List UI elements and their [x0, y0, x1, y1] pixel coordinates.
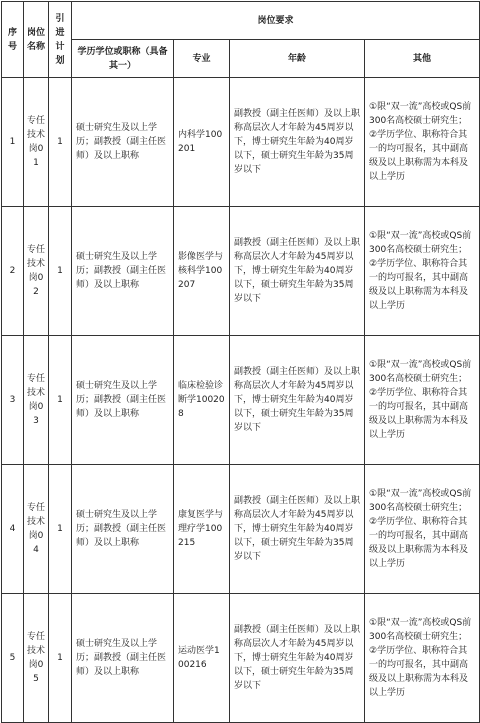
row-seq: 1: [2, 78, 24, 207]
table-row: [2, 336, 480, 465]
header-requirements: 岗位要求: [72, 2, 480, 40]
row-major: 康复医学与理疗学100215: [174, 465, 230, 594]
row-age: 副教授（副主任医师）及以上职称高层次人才年龄为45周岁以下，博士研究生年龄为40周岁以下，硕士研究生年龄为35周岁以下: [230, 78, 365, 207]
row-position: 专任技术岗01: [24, 78, 49, 207]
row-degree: 硕士研究生及以上学历；副教授（副主任医师）及以上职称: [72, 207, 174, 336]
row-other: ①限“双一流”高校或QS前300名高校硕士研究生；②学历学位、职称符合其一的均可报名，其中副高级及以上职称需为本科及以上学历: [365, 465, 480, 594]
row-plan: 1: [49, 465, 72, 594]
row-degree: 硕士研究生及以上学历；副教授（副主任医师）及以上职称: [72, 336, 174, 465]
row-other: ①限“双一流”高校或QS前300名高校硕士研究生；②学历学位、职称符合其一的均可报名，其中副高级及以上职称需为本科及以上学历: [365, 207, 480, 336]
row-seq: 2: [2, 207, 24, 336]
table-row: [2, 465, 480, 594]
row-age: 副教授（副主任医师）及以上职称高层次人才年龄为45周岁以下，博士研究生年龄为40周岁以下，硕士研究生年龄为35周岁以下: [230, 465, 365, 594]
row-seq: 5: [2, 594, 24, 723]
row-age: 副教授（副主任医师）及以上职称高层次人才年龄为45周岁以下，博士研究生年龄为40周岁以下，硕士研究生年龄为35周岁以下: [230, 594, 365, 723]
row-degree: 硕士研究生及以上学历；副教授（副主任医师）及以上职称: [72, 78, 174, 207]
table-row: [2, 594, 480, 723]
row-other: ①限“双一流”高校或QS前300名高校硕士研究生；②学历学位、职称符合其一的均可报名，其中副高级及以上职称需为本科及以上学历: [365, 594, 480, 723]
row-other: ①限“双一流”高校或QS前300名高校硕士研究生；②学历学位、职称符合其一的均可报名，其中副高级及以上职称需为本科及以上学历: [365, 336, 480, 465]
row-position: 专任技术岗03: [24, 336, 49, 465]
row-plan: 1: [49, 594, 72, 723]
row-major: 内科学100201: [174, 78, 230, 207]
header-plan: 引进计划: [49, 2, 72, 78]
row-plan: 1: [49, 336, 72, 465]
row-position: 专任技术岗04: [24, 465, 49, 594]
row-age: 副教授（副主任医师）及以上职称高层次人才年龄为45周岁以下，博士研究生年龄为40周岁以下，硕士研究生年龄为35周岁以下: [230, 336, 365, 465]
row-degree: 硕士研究生及以上学历；副教授（副主任医师）及以上职称: [72, 594, 174, 723]
table-row: [2, 207, 480, 336]
row-major: 影像医学与核科学100207: [174, 207, 230, 336]
row-plan: 1: [49, 207, 72, 336]
row-major: 运动医学100216: [174, 594, 230, 723]
row-position: 专任技术岗02: [24, 207, 49, 336]
row-position: 专任技术岗05: [24, 594, 49, 723]
row-degree: 硕士研究生及以上学历；副教授（副主任医师）及以上职称: [72, 465, 174, 594]
header-seq: 序号: [2, 2, 24, 78]
row-seq: 3: [2, 336, 24, 465]
header-major: 专业: [174, 40, 230, 78]
header-age: 年龄: [230, 40, 365, 78]
header-other: 其他: [365, 40, 480, 78]
row-other: ①限“双一流”高校或QS前300名高校硕士研究生；②学历学位、职称符合其一的均可报名，其中副高级及以上职称需为本科及以上学历: [365, 78, 480, 207]
header-degree: 学历学位或职称（具备其一）: [72, 40, 174, 78]
row-major: 临床检验诊断学100208: [174, 336, 230, 465]
row-seq: 4: [2, 465, 24, 594]
recruitment-table: [1, 1, 480, 723]
row-plan: 1: [49, 78, 72, 207]
header-position-name: 岗位名称: [24, 2, 49, 78]
table-row: [2, 78, 480, 207]
row-age: 副教授（副主任医师）及以上职称高层次人才年龄为45周岁以下，博士研究生年龄为40周岁以下，硕士研究生年龄为35周岁以下: [230, 207, 365, 336]
